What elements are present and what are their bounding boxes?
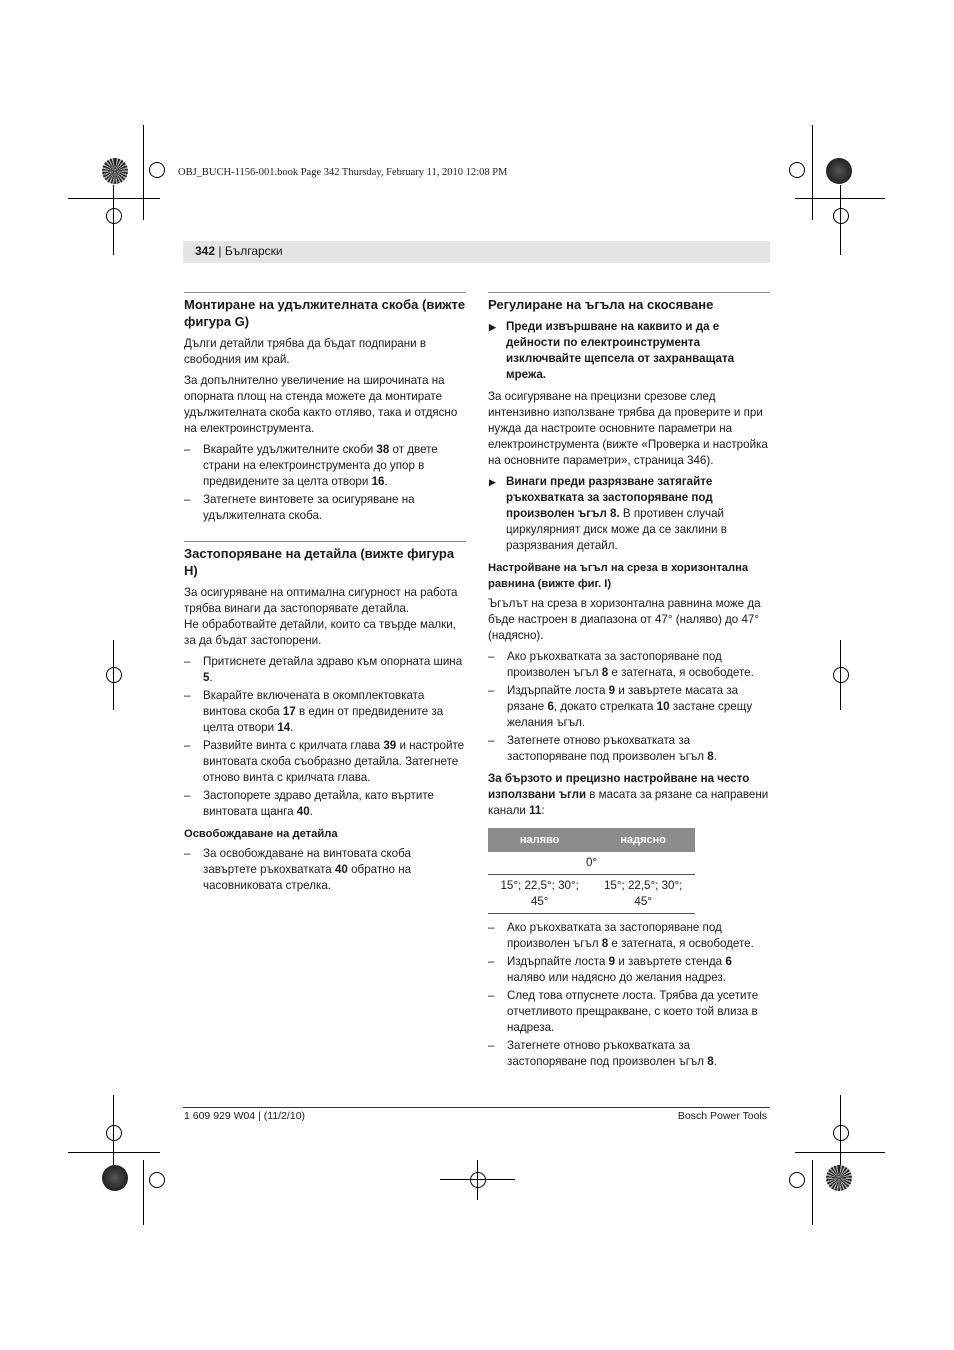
list-item: – Застопорете здраво детайла, като въртите винтовата щанга 40. [184,788,466,820]
warning-item: ▶ Винаги преди разрязване затягайте ръкохватката за застопоряване под произволен ъгъл 8. В противен случай циркулярният диск може да се заклини в разрязвания детайл. [488,474,770,554]
dash-list [488,649,770,765]
crosshair-icon [106,1125,122,1141]
paragraph: За осигуряване на оптимална сигурност на работа трябва винаги да застопорявате детайла. [184,586,458,615]
list-item: – Вкарайте включената в окомплектовката винтова скоба 17 в един от предвидените за целта отвори 14. [184,688,466,736]
paragraph: За бързото и прецизно настройване на често използвани ъгли в масата за рязане са направени канали 11: [488,772,769,817]
table-cell: 0° [488,852,695,875]
crosshair-icon [149,1172,165,1188]
footer-rule [183,1107,770,1108]
list-item: – Издърпайте лоста 9 и завъртете стенда 6 наляво или надясно до желания надрез. [488,954,770,986]
dash-list [488,920,770,1070]
print-slug: OBJ_BUCH-1156-001.book Page 342 Thursday, February 11, 2010 12:08 PM [178,167,508,178]
list-item: – Развийте винта с крилчата глава 39 и настройте винтовата скоба съобразно детайла. Затегнете отново винта с крилчата глава. [184,738,466,786]
crosshair-icon [789,162,805,178]
paragraph: Ъгълът на среза в хоризонтална равнина може да бъде настроен в диапазона от 47° (наляво) до 47° (надясно). [488,597,761,642]
registration-circle-icon [102,158,128,184]
crosshair-icon [833,208,849,224]
dash-list [184,654,466,820]
dash-list [184,846,466,894]
left-column [184,292,466,898]
list-item: – Притиснете детайла здраво към опорната шина 5. [184,654,466,686]
table-cell: 15°; 22,5°; 30°; 45° [591,875,695,914]
crosshair-icon [833,1125,849,1141]
warning-list [488,319,770,383]
angle-table [488,828,695,914]
page-header: 342 | Български [183,241,770,263]
list-item: – Вкарайте удължителните скоби 38 от двете страни на електроинструмента до упор в предвидените за целта отвори 16. [184,442,466,490]
header-language: Български [224,244,283,258]
crosshair-icon [106,667,122,683]
paragraph: За осигуряване на прецизни срезове след интензивно използване трябва да проверите и при нужда да настроите основните параметри на електроинструмента (вижте «Проверка и настройка на основните параметри», страница 346). [488,390,768,467]
footer-brand: Bosch Power Tools [677,1110,767,1122]
warning-item: ▶ Преди извършване на каквито и да е дейности по електроинструмента изключвайте щепсела от захранващата мрежа. [488,319,770,383]
crosshair-icon [833,667,849,683]
section-title: Застопоряване на детайла (вижте фигура H) [184,541,466,579]
subheading: Освобождаване на детайла [184,828,338,840]
crosshair-icon [470,1172,486,1188]
registration-circle-icon [102,1165,128,1191]
list-item: – Затегнете отново ръкохватката за застопоряване под произволен ъгъл 8. [488,733,770,765]
crosshair-icon [789,1172,805,1188]
right-column [488,292,770,1074]
page-number: 342 [195,244,216,258]
crosshair-icon [106,208,122,224]
table-header: надясно [591,828,695,852]
list-item: – Затегнете винтовете за осигуряване на удължителната скоба. [184,492,466,524]
paragraph: Дълги детайли трябва да бъдат подпирани в свободния им край. [184,337,426,366]
section-title: Монтиране на удължителната скоба (вижте фигура G) [184,292,466,330]
list-item: – За освобождаване на винтовата скоба завъртете ръкохватката 40 обратно на часовниковата стрелка. [184,846,466,894]
footer-code: 1 609 929 W04 | (11/2/10) [184,1110,306,1122]
dash-list [184,442,466,524]
table-cell: 15°; 22,5°; 30°; 45° [488,875,591,914]
list-item: – Издърпайте лоста 9 и завъртете масата за рязане 6, докато стрелката 10 застане срещу желания ъгъл. [488,683,770,731]
paragraph: За допълнително увеличение на широчината на опорната площ на стенда можете да монтирате удължителната скоба както отляво, така и отдясно на електроинструмента. [184,374,458,435]
list-item: – Ако ръкохватката за застопоряване под произволен ъгъл 8 е затегната, я освободете. [488,920,770,952]
paragraph: Не обработвайте детайли, които са твърде малки, за да бъдат застопорени. [184,618,456,647]
registration-circle-icon [826,1165,852,1191]
registration-circle-icon [826,158,852,184]
table-header: наляво [488,828,591,852]
section-title: Регулиране на ъгъла на скосяване [488,292,770,313]
crosshair-icon [149,162,165,178]
list-item: – Ако ръкохватката за застопоряване под произволен ъгъл 8 е затегната, я освободете. [488,649,770,681]
list-item: – След това отпуснете лоста. Трябва да усетите отчетливото прещракване, с което той влиза в надреза. [488,988,770,1036]
warning-list [488,474,770,554]
subheading: Настройване на ъгъл на среза в хоризонтална равнина (вижте фиг. I) [488,562,749,590]
list-item: – Затегнете отново ръкохватката за застопоряване под произволен ъгъл 8. [488,1038,770,1070]
